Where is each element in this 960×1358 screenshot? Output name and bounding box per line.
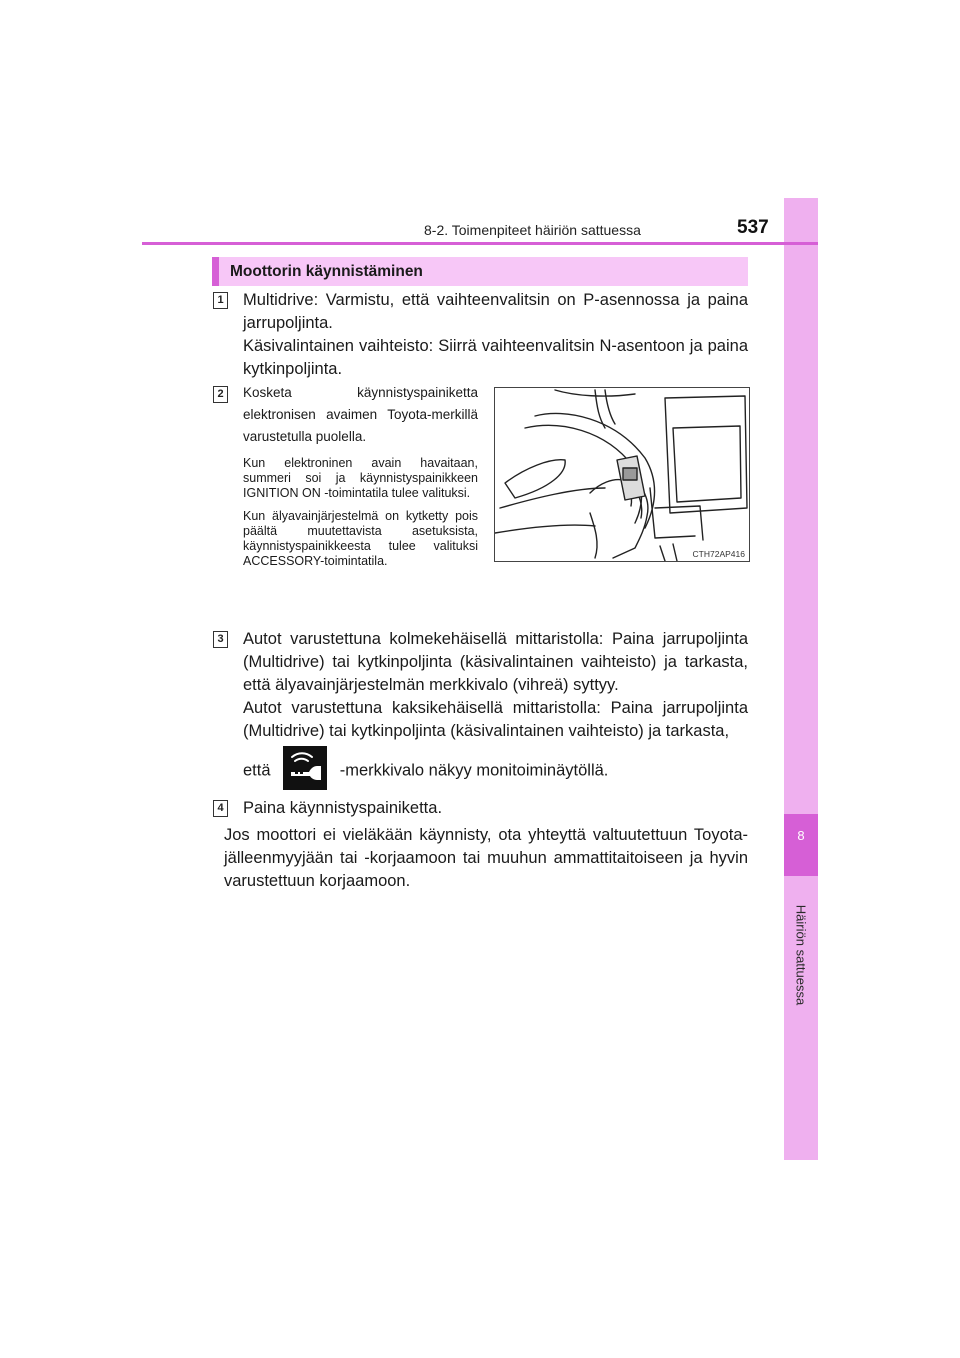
step-1-paragraph-2: Käsivalintainen vaihteisto: Siirrä vaihteenvalitsin N-asentoon ja paina kytkinpoljinta.: [243, 337, 748, 378]
step-number-3: 3: [213, 631, 228, 648]
smart-key-indicator-glyph: [283, 746, 327, 790]
header-rule: [142, 242, 818, 245]
start-button-illustration: [494, 387, 750, 562]
step-3-paragraph-1: Autot varustettuna kolmekehäisellä mittaristolla: Paina jarrupoljinta (Multidrive) tai kytkinpoljinta (käsivalintainen vaihteisto) ja tarkasta, että älyavainjärjestelmän merkkivalo (vihreä) syttyy.: [243, 630, 748, 694]
step-3-icon-line: [243, 749, 748, 793]
step-4-text: [243, 797, 748, 820]
step-4-paragraph-1: Paina käynnistyspainiketta.: [243, 799, 443, 817]
step-2-text: [243, 382, 478, 577]
chapter-side-tab: [784, 198, 818, 1160]
chapter-number: 8: [797, 828, 805, 843]
figure-code: CTH72AP416: [692, 549, 745, 559]
step-1-paragraph-1: Multidrive: Varmistu, että vaihteenvalitsin on P-asennossa ja paina jarrupoljinta.: [243, 291, 748, 332]
step-2-note-1: Kun elektroninen avain havaitaan, summeri soi ja käynnistyspainikkeen IGNITION ON -toimintatila tulee valituksi.: [243, 456, 478, 500]
step-number-4: 4: [213, 800, 228, 817]
step-number-2: 2: [213, 386, 228, 403]
steering-wheel-hand-drawing: [495, 388, 749, 561]
step-number-1: 1: [213, 292, 228, 309]
step-3-paragraph-2: Autot varustettuna kaksikehäisellä mittaristolla: Paina jarrupoljinta (Multidrive) tai kytkinpoljinta (käsivalintainen vaihteisto) ja tarkasta,: [243, 699, 748, 740]
page-number: 537: [737, 217, 769, 238]
step-3-icon-line-after: -merkkivalo näkyy monitoiminäytöllä.: [339, 761, 609, 780]
chapter-title-vertical: Häiriön sattuessa: [793, 904, 809, 1006]
step-3-icon-line-before: että: [243, 761, 271, 780]
section-heading: Moottorin käynnistäminen: [212, 257, 748, 286]
step-2-note-2: Kun älyavainjärjestelmä on kytketty pois päältä muutettavista asetuksista, käynnistyspainikkeesta tulee valituksi ACCESSORY-toimintatila.: [243, 509, 478, 568]
step-3-text: [243, 628, 748, 793]
chapter-side-tab-active: [784, 814, 818, 876]
closing-paragraph: Jos moottori ei vieläkään käynnisty, ota yhteyttä valtuutettuun Toyota-jälleenmyyjään tai -korjaamoon tai muuhun ammattitaitoiseen ja hyvin varustettuun korjaamoon.: [224, 826, 748, 890]
running-header: 8-2. Toimenpiteet häiriön sattuessa: [424, 222, 641, 238]
step-2-paragraph-1: Kosketa käynnistyspainiketta elektronisen avaimen Toyota-merkillä varustetulla puolella.: [243, 385, 478, 444]
smart-key-indicator-icon: [283, 746, 327, 790]
step-1-text: [243, 289, 748, 381]
